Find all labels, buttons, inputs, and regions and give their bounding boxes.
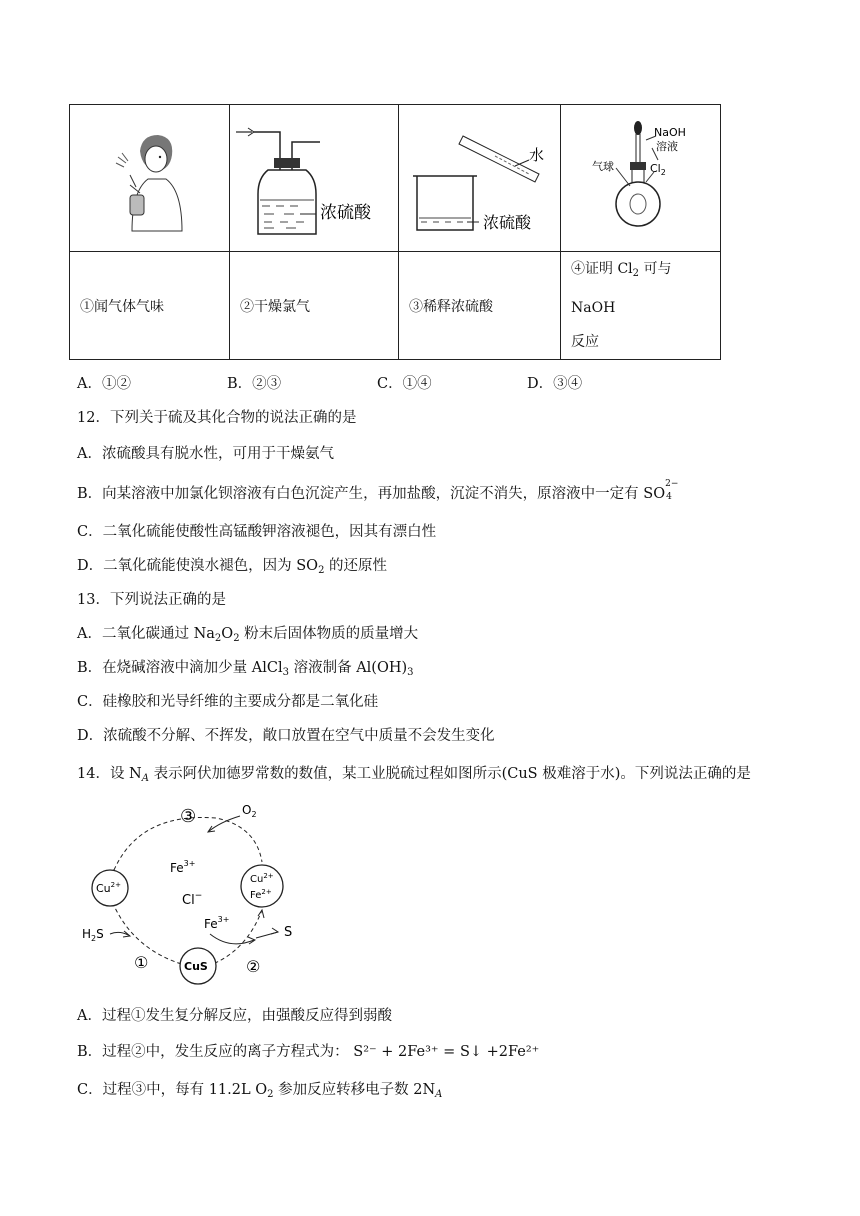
q14-option-b[interactable]: B．过程②中，发生反应的离子方程式为： S²⁻ + 2Fe³⁺ = S↓ +2Fe²⁺ (77, 1044, 540, 1060)
label-water: 水 (528, 146, 544, 164)
experiment-table (69, 104, 721, 360)
diagram-step3: ③ (180, 806, 197, 827)
label-cl: $Cl_2$ (649, 162, 666, 177)
caption-dry-chlorine: ②干燥氯气 (230, 252, 399, 360)
diagram-cu2-right: $Cu^{2+}$ (250, 872, 274, 885)
q13-option-b[interactable]: B．在烧碱溶液中滴加少量 AlCl$_3$ 溶液制备 $Al(OH)_3$ (77, 660, 414, 678)
diagram-fe3-mid: $Fe^{3+}$ (204, 915, 230, 931)
diagram-fe2-right: $Fe^{2+}$ (250, 888, 272, 901)
label-naoh-1: NaOH (653, 126, 686, 139)
figure-cell-smell (70, 105, 230, 252)
diagram-h2s: $H_2S$ (82, 927, 104, 943)
label-naoh-2: 溶液 (655, 140, 678, 153)
caption-dilute-acid: ③稀释浓硫酸 (399, 252, 561, 360)
label-conc-acid-3: 浓硫酸 (482, 213, 531, 232)
diagram-cl: Cl− (182, 891, 203, 908)
figure-cell-dry-chlorine (230, 105, 399, 252)
ionic-equation: S²⁻ + 2Fe³⁺ = S↓ +2Fe²⁺ (353, 1044, 540, 1060)
figure-cell-dilute-acid (399, 105, 561, 252)
cl2-naoh-flask-figure (586, 118, 696, 238)
diagram-cus: CuS (184, 960, 208, 973)
q12-option-b[interactable]: B．向某溶液中加氯化钡溶液有白色沉淀产生，再加盐酸，沉淀不消失，原溶液中一定有 SO 2− 4 (77, 479, 679, 502)
gas-washing-bottle-figure (234, 118, 394, 238)
q13-stem: 13．下列说法正确的是 (77, 592, 226, 608)
diagram-s: S (284, 925, 293, 940)
label-balloon: 气球 (591, 160, 614, 173)
q11-option-d[interactable]: D．③④ (527, 376, 583, 392)
q13-option-c[interactable]: C．硅橡胶和光导纤维的主要成分都是二氧化硅 (77, 694, 379, 710)
q14-option-a[interactable]: A．过程①发生复分解反应，由强酸反应得到弱酸 (77, 1008, 392, 1024)
q12-option-a[interactable]: A．浓硫酸具有脱水性，可用于干燥氨气 (77, 446, 334, 462)
q13-option-d[interactable]: D．浓硫酸不分解、不挥发，敞口放置在空气中质量不会发生变化 (77, 728, 495, 744)
diagram-step2: ② (246, 957, 261, 976)
q12-option-d[interactable]: D．二氧化硫能使溴水褪色，因为 $SO_2$ 的还原性 (77, 558, 388, 576)
q12-option-c[interactable]: C．二氧化硫能使酸性高锰酸钾溶液褪色，因其有漂白性 (77, 524, 437, 540)
q11-option-c[interactable]: C．①④ (377, 376, 432, 392)
q13-option-a[interactable]: A．二氧化碳通过 $Na_2O_2$ 粉末后固体物质的质量增大 (77, 626, 419, 644)
q11-option-a[interactable]: A．①② (77, 376, 131, 392)
smell-gas-figure (110, 123, 190, 233)
q14-option-c[interactable]: C．过程③中，每有 11.2L $O_2$ 参加反应转移电子数 $2N_A$ (77, 1082, 443, 1100)
figure-cell-cl2-naoh (561, 105, 721, 252)
diagram-fe3-top: $Fe^{3+}$ (170, 859, 196, 875)
desulfurization-cycle-diagram (80, 800, 320, 990)
diagram-o2: $O_2$ (242, 803, 257, 819)
q14-stem: 14．设 $N_A$ 表示阿伏加德罗常数的数值，某工业脱硫过程如图所示(CuS 极难溶于水)。下列说法正确的是 (77, 766, 751, 784)
caption-smell: ①闻气体气味 (70, 252, 230, 360)
caption-cl2-naoh: ④证明 $Cl_2$ 可与 NaOH 反应 (561, 252, 721, 360)
q12-stem: 12．下列关于硫及其化合物的说法正确的是 (77, 410, 357, 426)
q11-option-b[interactable]: B．②③ (227, 376, 282, 392)
diagram-cu2-left: $Cu^{2+}$ (96, 881, 121, 895)
dilute-acid-figure (405, 118, 555, 238)
label-conc-acid-2: 浓硫酸 (320, 203, 371, 223)
diagram-step1: ① (134, 953, 149, 972)
